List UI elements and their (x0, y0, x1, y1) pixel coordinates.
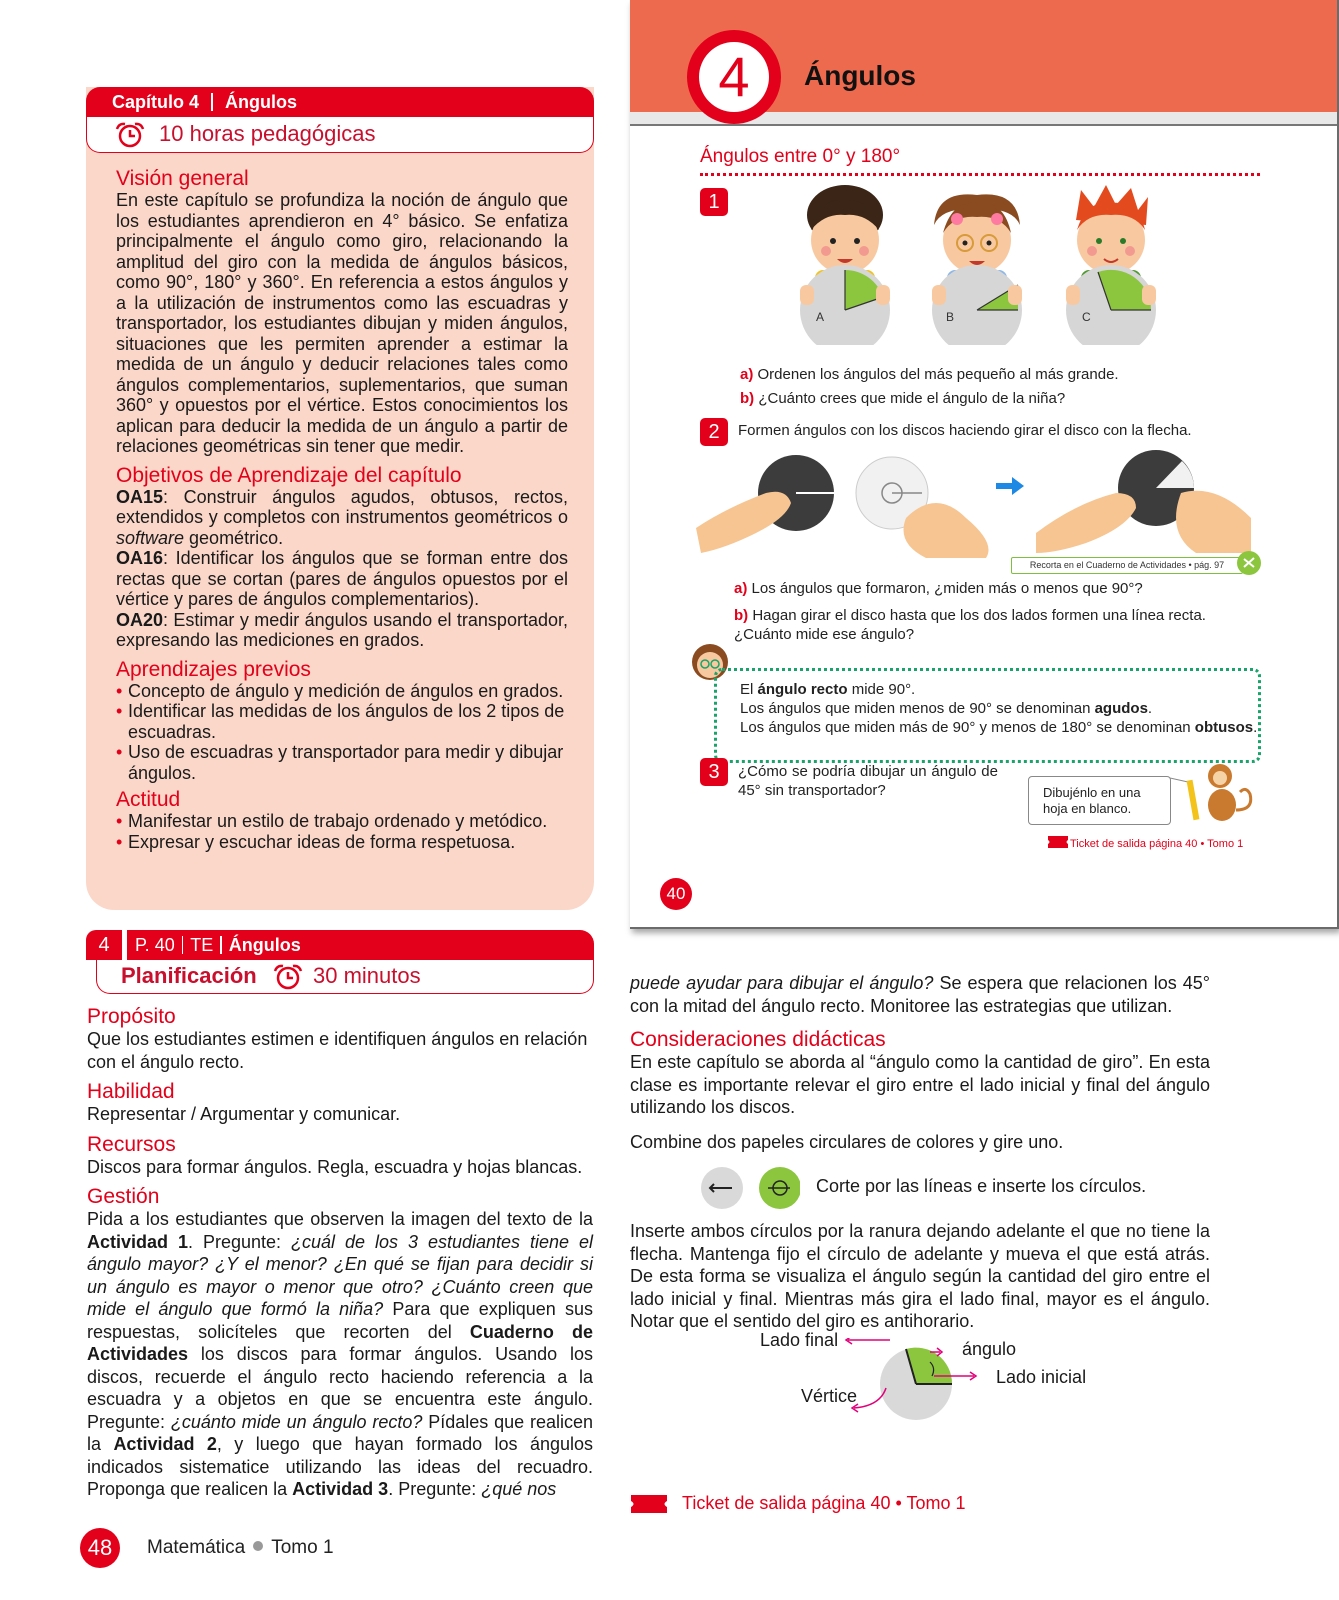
page-number: 48 (80, 1528, 120, 1568)
circles-icon (700, 1166, 800, 1210)
footer-text (147, 1537, 334, 1559)
chapter-label: Capítulo 4 (112, 92, 200, 112)
didactic-title: Consideraciones didácticas (630, 1028, 886, 1051)
previous-item: • Concepto de ángulo y medición de ángulos en grados. (116, 681, 568, 702)
right-column (630, 972, 1210, 1165)
attitude-item: • Manifestar un estilo de trabajo ordenado y metódico. (116, 811, 568, 832)
monkey-pencil-icon (1170, 760, 1260, 830)
objective-item: OA16: Identificar los ángulos que se forman entre dos rectas que se cortan (pares de ángulos opuestos por el vértice y pares de ángulos complementarios). (116, 548, 568, 609)
management-run: , y luego que hayan formado los ángulos indicados sistematice utilizando las ideas del recuadro. Proponga que realicen la (87, 1434, 594, 1499)
objectives-title: Objetivos de Aprendizaje del capítulo (116, 463, 462, 487)
chapter-content (116, 164, 568, 852)
chapter-hours-row (86, 117, 594, 153)
children-angles-illustration (780, 185, 1280, 345)
lesson-header (127, 930, 594, 960)
label-angle: ángulo (962, 1339, 1017, 1359)
management-text (87, 1208, 593, 1501)
ticket-icon (1048, 836, 1068, 848)
management-run: Actividad 3 (292, 1479, 389, 1499)
lesson-te: TE (190, 935, 214, 955)
vision-text: En este capítulo se profundiza la noción de ángulo que los estudiantes aprendieron en 4° básico. Se enfatiza principalmente el ángulo como giro, relacionando la amplitud del giro con la medida de ángulos básicos, como 90°, 180° y 360°. En referencia a estos ángulos y a la utilización de instrumentos como las escuadras y transportador, los estudiantes dibujan y miden ángulos, situaciones que les permiten aprender a estimar la medida de un ángulo y deducir relaciones tales como ángulos complementarios, suplementarios, que suman 360° y opuestos por el vértice. Estos conocimientos los aplican para deducir la medida de un ángulo a partir de relaciones geométricas sin tener que medir. (116, 190, 568, 456)
skill-text: Representar / Argumentar y comunicar. (87, 1104, 401, 1124)
question-3-text: ¿Cómo se podría dibujar un ángulo de 45° sin transportador? (738, 763, 998, 799)
dotted-divider (700, 173, 1260, 176)
definition-run: Los ángulos que miden más de 90° y menos de 180° se denominan (740, 719, 1195, 736)
vision-title: Visión general (116, 167, 249, 190)
combine-text: Combine dos papeles circulares de colores y gire uno. (630, 1131, 1064, 1152)
resources-title: Recursos (87, 1132, 176, 1156)
chapter-header (86, 87, 594, 117)
continued-run: puede ayudar para dibujar el ángulo? (630, 973, 934, 993)
question-1a: a) Ordenen los ángulos del más pequeño al más grande. (740, 366, 1119, 383)
objective-item: OA20: Estimar y medir ángulos usando el transportador, expresando las mediciones en grados. (116, 609, 568, 650)
label-initial-side: Lado inicial (996, 1367, 1087, 1387)
corte-text: Corte por las líneas e inserte los círculos. (816, 1176, 1147, 1196)
objectives-list (116, 487, 568, 651)
planning-minutes: 30 minutos (313, 963, 421, 988)
management-run: Pida a los estudiantes que observen la imagen del texto de la (87, 1209, 593, 1229)
management-run: ¿qué nos (481, 1479, 557, 1499)
attitude-item: • Expresar y escuchar ideas de forma respetuosa. (116, 832, 568, 853)
previous-item: • Identificar las medidas de los ángulos de los 2 tipos de escuadras. (116, 701, 568, 742)
question-1b: b) ¿Cuánto crees que mide el ángulo de la niña? (740, 390, 1066, 407)
planning-content (87, 1006, 593, 1501)
chapter-title: Ángulos (225, 92, 298, 112)
footer-subject: Matemática (147, 1537, 246, 1558)
question-2b: b) Hagan girar el disco hasta que los dos lados formen una línea recta. ¿Cuánto mide ese ángulo? (734, 607, 1206, 643)
attitude-title: Actitud (116, 788, 181, 811)
question-2-badge: 2 (700, 418, 728, 446)
purpose-title: Propósito (87, 1005, 176, 1028)
management-run: Actividad 2 (113, 1434, 217, 1454)
planning-label: Planificación (121, 963, 257, 988)
management-run: ¿cuál de los 3 estudiantes tiene el ángulo mayor? ¿Y el menor? ¿En qué se fijan para decidir si un ángulo es mayor o menor que otro? ¿Cuánto creen que mide el ángulo que formó la niña? (87, 1231, 593, 1319)
question-2-text: Formen ángulos con los discos haciendo girar el disco con la flecha. (738, 422, 1192, 439)
question-2a: a) Los ángulos que formaron, ¿miden más o menos que 90°? (734, 580, 1143, 597)
alarm-clock-icon (271, 963, 305, 991)
lesson-title: Ángulos (228, 935, 301, 955)
angle-label-a: A (816, 310, 825, 324)
book-subtitle: Ángulos entre 0° y 180° (700, 146, 901, 167)
question-3-badge: 3 (700, 758, 728, 786)
scissors-icon (1236, 550, 1262, 576)
definition-run: . (1253, 719, 1258, 736)
management-run: Pídales que realicen la (87, 1411, 593, 1454)
didactic-text: En este capítulo se aborda al “ángulo como la cantidad de giro”. En esta clase es importante relevar el giro entre el lado inicial y final del ángulo utilizando los discos. (630, 1052, 1210, 1117)
angle-label-c: C (1082, 310, 1091, 324)
definition-line (740, 699, 1257, 718)
management-run: Actividad 1 (87, 1231, 188, 1252)
label-final-side: Lado final (760, 1330, 839, 1350)
alarm-clock-icon (113, 121, 147, 149)
chapter-hours: 10 horas pedagógicas (159, 121, 376, 146)
book-title: Ángulos (804, 60, 916, 91)
ticket-exit: Ticket de salida página 40 • Tomo 1 (682, 1493, 966, 1513)
objective-item: OA15: Construir ángulos agudos, obtusos, rectos, extendidos y completos con instrumentos geométricos o software geométrico. (116, 486, 568, 548)
skill-title: Habilidad (87, 1080, 175, 1103)
management-run: Para que expliquen sus respuestas, solicíteles que recorten del (87, 1299, 593, 1342)
attitude-list (116, 811, 568, 852)
book-chapter-number: 4 (699, 42, 769, 112)
resources-text: Discos para formar ángulos. Regla, escuadra y hojas blancas. (87, 1156, 583, 1177)
management-run: Cuaderno de Actividades (87, 1321, 594, 1364)
book-page-number: 40 (660, 878, 692, 910)
previous-item: • Uso de escuadras y transportador para medir y dibujar ángulos. (116, 742, 568, 783)
definition-line (740, 718, 1257, 737)
previous-list (116, 681, 568, 784)
recorta-note: Recorta en el Cuaderno de Actividades • pág. 97 (1011, 557, 1243, 574)
purpose-text: Que los estudiantes estimen e identifiquen ángulos en relación con el ángulo recto. (87, 1029, 588, 1072)
management-run: . Pregunte: (188, 1231, 291, 1252)
management-run: ¿cuánto mide un ángulo recto? (170, 1411, 423, 1432)
planning-row (96, 960, 594, 994)
lesson-page: P. 40 (135, 935, 175, 955)
continued-text (630, 972, 1210, 1017)
ticket-icon (631, 1495, 667, 1513)
student-book-page (630, 0, 1339, 929)
definition-run: Los ángulos que miden menos de 90° se denominan (740, 700, 1095, 717)
management-title: Gestión (87, 1185, 160, 1208)
insert-text: Inserte ambos círculos por la ranura dejando adelante el que no tiene la flecha. Mantenga fijo el círculo de adelante y mueva el que está atrás. De esta forma se visualiza el ángulo según la cantidad del giro entre el lado inicial y final. Mientras más gira el lado final, mayor es el ángulo. Notar que el sentido del giro es antihorario. (630, 1221, 1210, 1331)
previous-title: Aprendizajes previos (116, 657, 311, 681)
definition-line (740, 680, 1257, 699)
definition-run: agudos (1094, 700, 1148, 717)
draw-hint-box: Dibujénlo en una hoja en blanco. (1028, 776, 1171, 825)
management-run: los discos para formar ángulos. Usando los discos, recuerde el ángulo recto haciendo referencia a la escuadra y a objetos en que se encuentra este ángulo. Pregunte: (87, 1344, 593, 1432)
definition-run: ángulo recto (757, 681, 848, 698)
lesson-number-badge: 4 (86, 930, 122, 960)
management-run: . Pregunte: (388, 1479, 482, 1499)
question-1-badge: 1 (700, 188, 728, 216)
definitions-text (740, 680, 1257, 737)
disks-illustration (696, 448, 1256, 558)
definition-run: obtusos (1194, 719, 1254, 736)
definition-run: mide 90°. (847, 681, 916, 698)
definition-run: El (740, 681, 758, 698)
continued-run: Se espera que relacionen los 45° con la mitad del ángulo recto. Monitoree las estrategias que utilizan. (630, 973, 1210, 1016)
angle-label-b: B (946, 310, 955, 324)
label-vertex: Vértice (801, 1386, 858, 1406)
definition-run: . (1147, 700, 1153, 717)
ticket-small: Ticket de salida página 40 • Tomo 1 (1070, 838, 1244, 850)
footer-volume: Tomo 1 (271, 1537, 334, 1558)
